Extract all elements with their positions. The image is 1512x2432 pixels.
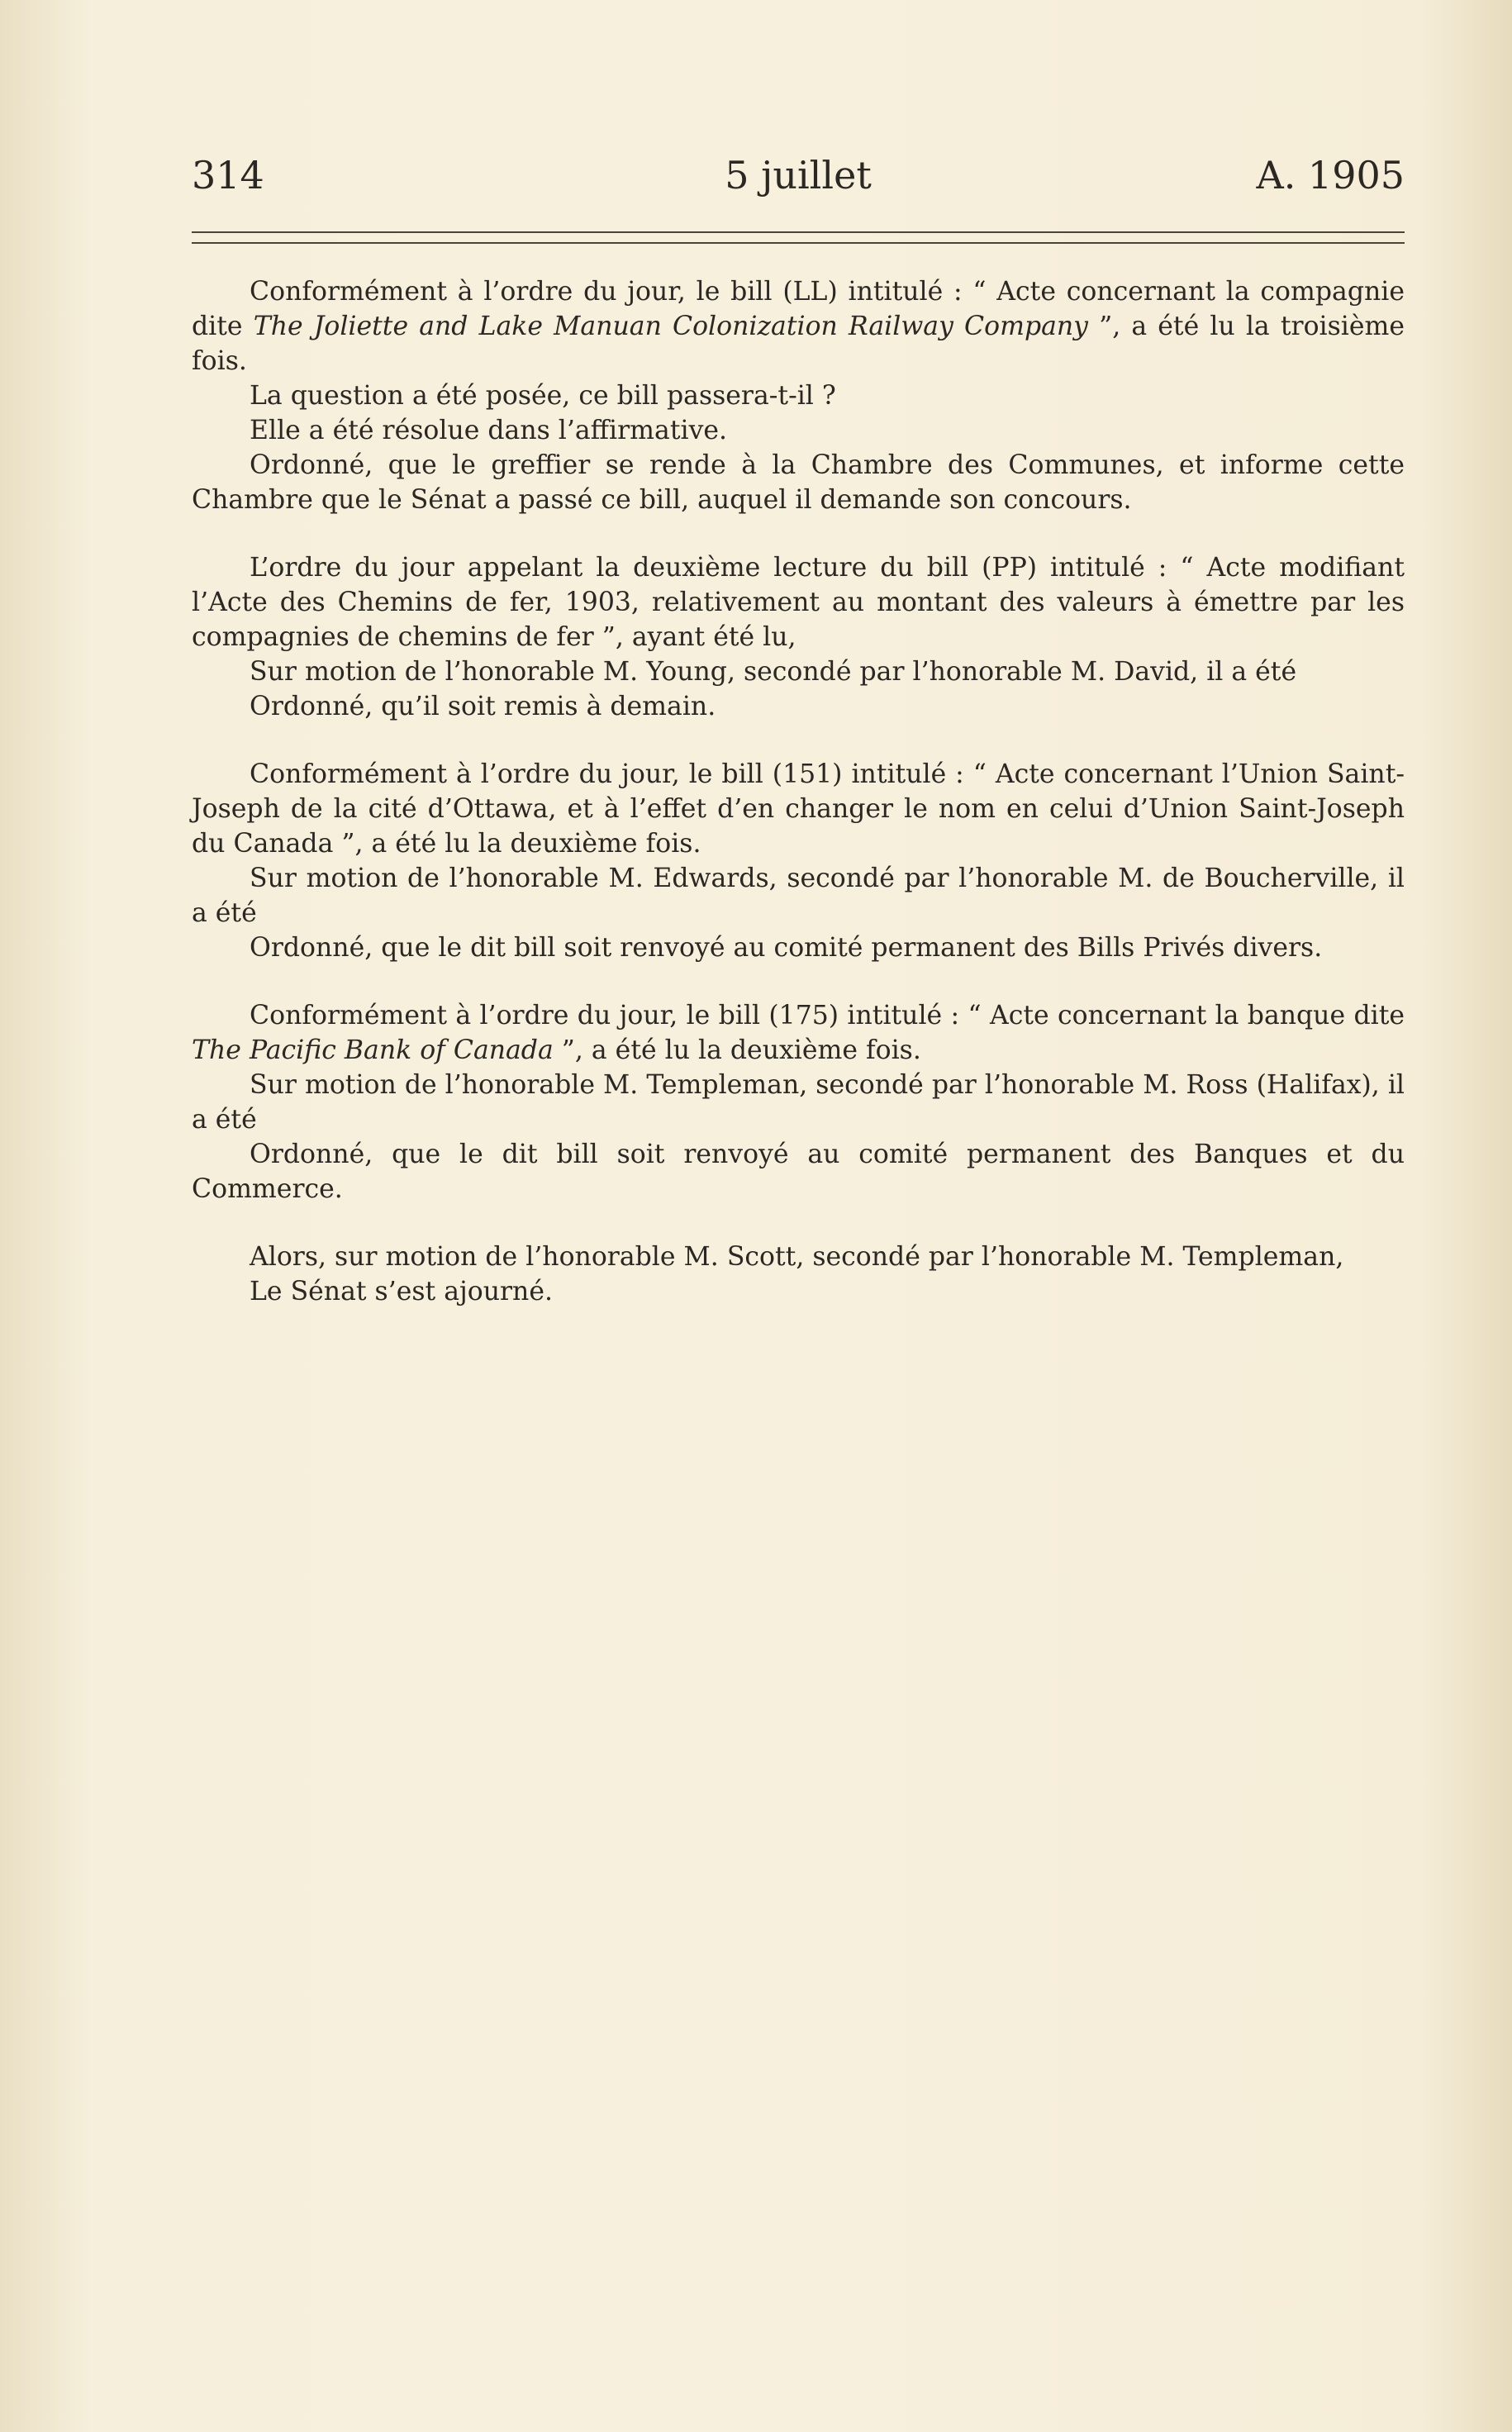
section — [192, 1240, 1405, 1309]
paragraph — [192, 1240, 1405, 1274]
text-run: Conformément à l’ordre du jour, le bill (175) intitulé : “ Acte concernant la banque dite — [250, 1001, 1405, 1030]
text-run: Sur motion de l’honorable M. Templeman, secondé par l’honorable M. Ross (Halifax), il a été — [192, 1070, 1405, 1135]
section — [192, 998, 1405, 1206]
section-gap — [192, 517, 1405, 550]
paragraph — [192, 1274, 1405, 1309]
text-run: Conformément à l’ordre du jour, le bill (151) intitulé : “ Acte concernant l’Union Saint-Joseph de la cité d’Ottawa, et à l’effet d’en changer le nom en celui d’Union Saint-Joseph du Canada ”, a été lu la deuxième fois. — [192, 759, 1405, 859]
paragraph — [192, 550, 1405, 654]
text-run: Sur motion de l’honorable M. Edwards, secondé par l’honorable M. de Boucherville, il a été — [192, 864, 1405, 928]
paragraph — [192, 413, 1405, 448]
section-gap — [192, 1206, 1405, 1240]
text-run: Conformément à l’ordre du jour, le bill (LL) intitulé : “ Acte concernant la compagnie dite — [192, 277, 1405, 341]
page-number: 314 — [192, 153, 264, 198]
text-run: Ordonné, que le greffier se rende à la Chambre des Communes, et informe cette Chambre que le Sénat a passé ce bill, auquel il demande son concours. — [192, 450, 1405, 515]
paragraph — [192, 861, 1405, 930]
text-run: Ordonné, que le dit bill soit renvoyé au comité permanent des Bills Privés divers. — [250, 933, 1323, 963]
text-run: Elle a été résolue dans l’affirmative. — [250, 416, 728, 445]
paragraph — [192, 654, 1405, 689]
italic-text: The Pacific Bank of Canada — [192, 1035, 554, 1065]
header-date: 5 juillet — [725, 153, 872, 198]
text-run: Ordonné, qu’il soit remis à demain. — [250, 692, 716, 721]
document-body — [192, 274, 1405, 1309]
section — [192, 274, 1405, 517]
paragraph — [192, 274, 1405, 378]
paragraph — [192, 448, 1405, 517]
paragraph — [192, 757, 1405, 861]
header-rule-bottom — [192, 242, 1405, 244]
text-run: L’ordre du jour appelant la deuxième lecture du bill (PP) intitulé : “ Acte modifiant l’Acte des Chemins de fer, 1903, relativement au montant des valeurs à émettre par les compagnies de chemins de fer ”, ayant été lu, — [192, 553, 1405, 652]
paragraph — [192, 1137, 1405, 1206]
text-run: Alors, sur motion de l’honorable M. Scott, secondé par l’honorable M. Templeman, — [250, 1242, 1344, 1272]
section — [192, 550, 1405, 724]
paragraph — [192, 930, 1405, 965]
paragraph — [192, 1068, 1405, 1137]
paragraph — [192, 378, 1405, 413]
text-run: Le Sénat s’est ajourné. — [250, 1277, 553, 1306]
section-gap — [192, 965, 1405, 998]
text-run: ”, a été lu la troisième fois. — [192, 312, 1405, 376]
header-year: A. 1905 — [1256, 153, 1405, 198]
page-header — [192, 149, 1405, 202]
text-run: ”, a été lu la deuxième fois. — [553, 1035, 921, 1065]
section-gap — [192, 724, 1405, 757]
text-run: Ordonné, que le dit bill soit renvoyé au comité permanent des Banques et du Commerce. — [192, 1140, 1405, 1204]
header-rule-top — [192, 231, 1405, 233]
paragraph — [192, 998, 1405, 1068]
text-run: La question a été posée, ce bill passera-t-il ? — [250, 381, 836, 411]
section — [192, 757, 1405, 965]
paragraph — [192, 689, 1405, 724]
text-run: Sur motion de l’honorable M. Young, secondé par l’honorable M. David, il a été — [250, 657, 1297, 687]
italic-text: The Joliette and Lake Manuan Colonization Railway Company — [253, 312, 1088, 341]
